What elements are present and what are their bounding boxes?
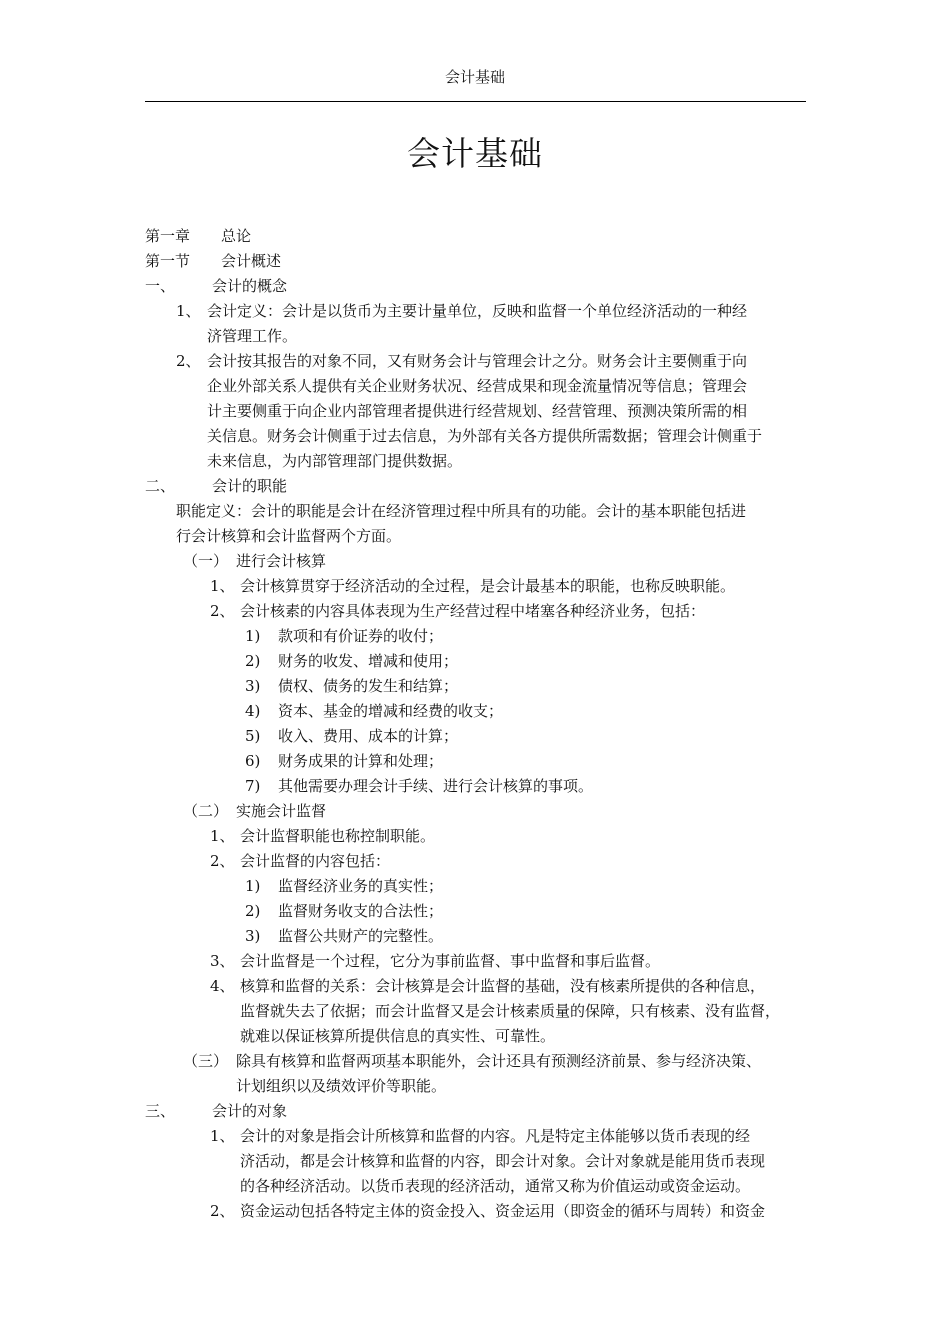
sub2-heading: 实施会计监督 — [236, 802, 327, 820]
part1-item2-line1: 会计按其报告的对象不同，又有财务会计与管理会计之分。财务会计主要侧重于向 — [207, 352, 748, 370]
sub1-item1-number: 1、 — [210, 577, 235, 595]
part1-item2-line4: 关信息。财务会计侧重于过去信息，为外部有关各方提供所需数据；管理会计侧重于 — [207, 427, 763, 445]
part1-item2-line5: 未来信息，为内部管理部门提供数据。 — [207, 452, 463, 470]
sub1-number: （一） — [183, 552, 229, 570]
part1-item1-line1: 会计定义：会计是以货币为主要计量单位，反映和监督一个单位经济活动的一种经 — [207, 302, 748, 320]
sub2-list3-text: 监督公共财产的完整性。 — [278, 927, 444, 945]
sub1-list1-number: 1) — [245, 627, 261, 645]
sub1-list2-number: 2) — [245, 652, 261, 670]
part1-item2-line3: 计主要侧重于向企业内部管理者提供进行经营规划、经营管理、预测决策所需的相 — [207, 402, 748, 420]
sub1-heading: 进行会计核算 — [236, 552, 327, 570]
document-title: 会计基础 — [407, 134, 543, 173]
sub2-item1-text: 会计监督职能也称控制职能。 — [240, 827, 436, 845]
sub2-item4-line2: 监督就失去了依据；而会计监督又是会计核素质量的保障，只有核素、没有监督， — [240, 1002, 781, 1020]
part3-item1-line3: 的各种经济活动。以货币表现的经济活动，通常又称为价值运动或资金运动。 — [240, 1177, 751, 1195]
sub2-item4-line1: 核算和监督的关系：会计核算是会计监督的基础，没有核素所提供的各种信息， — [240, 977, 766, 995]
section-number: 第一节 — [145, 252, 191, 270]
part3-item1-line2: 济活动，都是会计核算和监督的内容，即会计对象。会计对象就是能用货币表现 — [240, 1152, 766, 1170]
sub1-list3-number: 3) — [245, 677, 261, 695]
part2-definition-line1: 职能定义：会计的职能是会计在经济管理过程中所具有的功能。会计的基本职能包括进 — [176, 502, 747, 520]
part3-heading: 会计的对象 — [212, 1102, 288, 1120]
part1-item1-number: 1、 — [176, 302, 201, 320]
header-rule — [145, 101, 806, 102]
chapter-name: 总论 — [221, 227, 252, 245]
sub2-number: （二） — [183, 802, 229, 820]
part3-item1-number: 1、 — [210, 1127, 235, 1145]
sub1-list4-number: 4) — [245, 702, 261, 720]
sub2-item4-line3: 就难以保证核算所提供信息的真实性、可靠性。 — [240, 1027, 556, 1045]
sub1-item2-text: 会计核素的内容具体表现为生产经营过程中堵塞各种经济业务，包括： — [240, 602, 706, 620]
sub2-item3-text: 会计监督是一个过程，它分为事前监督、事中监督和事后监督。 — [240, 952, 661, 970]
part1-number: 一、 — [145, 277, 176, 295]
sub1-list7-number: 7) — [245, 777, 261, 795]
sub1-list6-number: 6) — [245, 752, 261, 770]
page-header: 会计基础 — [444, 68, 505, 86]
part2-heading: 会计的职能 — [212, 477, 288, 495]
sub2-item4-number: 4、 — [210, 977, 235, 995]
part1-item2-line2: 企业外部关系人提供有关企业财务状况、经营成果和现金流量情况等信息；管理会 — [207, 377, 748, 395]
sub2-list2-text: 监督财务收支的合法性； — [278, 902, 444, 920]
part2-definition-line2: 行会计核算和会计监督两个方面。 — [176, 527, 402, 545]
sub1-list5-text: 收入、费用、成本的计算； — [278, 727, 459, 745]
sub1-list4-text: 资本、基金的增减和经费的收支； — [278, 702, 504, 720]
section-name: 会计概述 — [221, 252, 282, 270]
sub3-line1: 除具有核算和监督两项基本职能外，会计还具有预测经济前景、参与经济决策、 — [236, 1052, 762, 1070]
sub1-item1-text: 会计核算贯穿于经济活动的全过程，是会计最基本的职能，也称反映职能。 — [240, 577, 736, 595]
sub1-item2-number: 2、 — [210, 602, 235, 620]
part3-item2-line1: 资金运动包括各特定主体的资金投入、资金运用（即资金的循环与周转）和资金 — [240, 1202, 766, 1220]
sub1-list3-text: 债权、债务的发生和结算； — [278, 677, 459, 695]
sub2-item2-text: 会计监督的内容包括： — [240, 852, 391, 870]
chapter-number: 第一章 — [145, 227, 191, 245]
part1-item1-line2: 济管理工作。 — [207, 327, 298, 345]
part3-item1-line1: 会计的对象是指会计所核算和监督的内容。凡是特定主体能够以货币表现的经 — [240, 1127, 751, 1145]
sub3-number: （三） — [183, 1052, 229, 1070]
sub2-item3-number: 3、 — [210, 952, 235, 970]
part3-number: 三、 — [145, 1102, 176, 1120]
part3-item2-number: 2、 — [210, 1202, 235, 1220]
sub2-list1-number: 1) — [245, 877, 261, 895]
part2-number: 二、 — [145, 477, 176, 495]
sub1-list7-text: 其他需要办理会计手续、进行会计核算的事项。 — [278, 777, 594, 795]
sub3-line2: 计划组织以及绩效评价等职能。 — [236, 1077, 447, 1095]
sub1-list2-text: 财务的收发、增减和使用； — [278, 652, 459, 670]
sub1-list6-text: 财务成果的计算和处理； — [278, 752, 444, 770]
sub2-list3-number: 3) — [245, 927, 261, 945]
sub1-list5-number: 5) — [245, 727, 261, 745]
sub1-list1-text: 款项和有价证券的收付； — [278, 627, 444, 645]
sub2-list1-text: 监督经济业务的真实性； — [278, 877, 444, 895]
sub2-list2-number: 2) — [245, 902, 261, 920]
part1-heading: 会计的概念 — [212, 277, 288, 295]
part1-item2-number: 2、 — [176, 352, 201, 370]
sub2-item2-number: 2、 — [210, 852, 235, 870]
sub2-item1-number: 1、 — [210, 827, 235, 845]
